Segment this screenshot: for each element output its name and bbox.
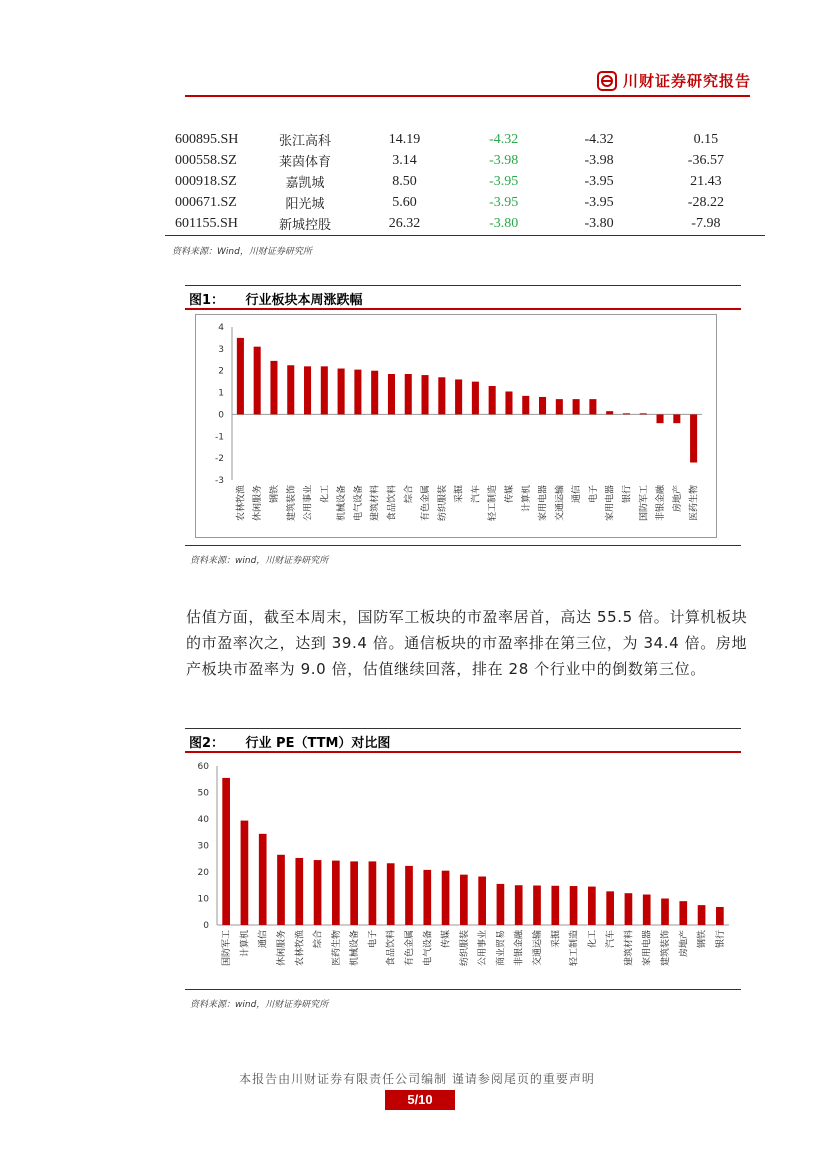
stock-code: 601155.SH <box>175 215 238 231</box>
x-tick-label: 公用事业 <box>303 485 314 522</box>
chart-bar <box>690 414 697 462</box>
figure2-source: 资料来源：wind，川财证券研究所 <box>190 1000 329 1010</box>
chart-bar <box>478 877 486 925</box>
chart-bar <box>321 366 328 414</box>
x-tick-label: 交通运输 <box>533 930 543 967</box>
stock-name: 嘉凯城 <box>285 176 325 191</box>
x-tick-label: 综合 <box>404 485 415 504</box>
stock-table <box>175 129 765 234</box>
x-tick-label: 化工 <box>587 930 598 949</box>
x-tick-label: 采掘 <box>454 485 465 504</box>
x-tick-label: 机械设备 <box>337 485 348 522</box>
stock-code: 000918.SZ <box>175 173 237 189</box>
chart-bar <box>287 365 294 414</box>
x-tick-label: 计算机 <box>240 930 251 958</box>
company-logo-icon <box>597 71 617 91</box>
chart-bar <box>679 901 687 925</box>
x-tick-label: 银行 <box>622 485 633 504</box>
chart-bar <box>570 886 578 925</box>
x-tick-label: 食品饮料 <box>386 930 397 967</box>
x-tick-label: 建筑装饰 <box>661 930 671 967</box>
y-tick-label: 2 <box>218 366 224 377</box>
stock-pe: -28.22 <box>687 194 724 210</box>
chart-bar <box>533 886 541 925</box>
table-row <box>175 171 765 192</box>
x-tick-label: 纺织服装 <box>459 930 470 967</box>
y-tick-label: 40 <box>197 815 209 825</box>
x-tick-label: 有色金属 <box>421 485 432 522</box>
chart-bar <box>387 863 395 925</box>
x-tick-label: 钢铁 <box>269 485 280 504</box>
x-tick-label: 有色金属 <box>405 930 415 967</box>
chart-bar <box>505 391 512 414</box>
x-tick-label: 农林牧渔 <box>295 930 306 967</box>
stock-change: -3.95 <box>584 194 614 210</box>
chart-bar <box>388 374 395 414</box>
chart-bar <box>369 861 377 925</box>
chart-bar <box>497 884 505 925</box>
x-tick-label: 电气设备 <box>353 485 364 522</box>
chart-bar <box>551 886 559 925</box>
x-tick-label: 商业贸易 <box>496 930 507 967</box>
chart-bar <box>354 370 361 415</box>
stock-price: 14.19 <box>388 131 421 147</box>
chart-bar <box>314 860 322 925</box>
figure1-title: 行业板块本周涨跌幅 <box>245 293 363 308</box>
y-tick-label: 4 <box>218 323 224 333</box>
chart-bar <box>623 413 630 414</box>
y-tick-label: 10 <box>197 894 209 905</box>
chart-bar <box>405 374 412 414</box>
stock-pe: 0.15 <box>693 131 719 147</box>
stock-name: 莱茵体育 <box>278 155 331 170</box>
x-tick-label: 通信 <box>572 485 583 504</box>
x-tick-label: 化工 <box>320 485 331 504</box>
brand-text: 川财证券研究报告 <box>622 72 751 90</box>
table-row <box>175 213 765 234</box>
chart-bar <box>222 778 230 925</box>
stock-change: -4.32 <box>584 131 614 147</box>
chart-bar <box>438 377 445 414</box>
x-tick-label: 轻工制造 <box>569 930 580 967</box>
chart-bar <box>277 855 285 925</box>
chart-bar <box>460 875 468 925</box>
stock-price: 26.32 <box>388 215 421 231</box>
chart-bar <box>270 361 277 415</box>
chart-bar <box>489 386 496 414</box>
stock-price: 5.60 <box>392 194 417 210</box>
chart-bar <box>589 399 596 414</box>
table-row <box>175 150 765 171</box>
chart-bar <box>640 413 647 414</box>
stock-code: 600895.SH <box>175 131 239 147</box>
y-tick-label: 0 <box>203 921 209 931</box>
chart-bar <box>338 369 345 415</box>
chart-bar <box>515 885 523 925</box>
chart-bar <box>423 870 431 925</box>
y-tick-label: 1 <box>218 388 224 399</box>
x-tick-label: 食品饮料 <box>387 485 398 522</box>
stock-pe: 21.43 <box>690 173 722 189</box>
chart-bar <box>455 379 462 414</box>
chart-bar <box>241 821 249 925</box>
chart-bar <box>556 399 563 414</box>
chart-bar <box>661 899 669 926</box>
figure2-bottom-rule <box>185 989 741 990</box>
y-tick-label: 50 <box>197 788 209 799</box>
y-tick-label: 0 <box>218 410 224 421</box>
table-row <box>175 129 765 150</box>
header-rule <box>185 95 750 97</box>
table-row <box>175 192 765 213</box>
chart-bar <box>716 907 724 925</box>
x-tick-label: 医药生物 <box>331 930 342 967</box>
chart-bar <box>332 861 340 925</box>
y-tick-label: -1 <box>215 432 224 443</box>
chart-bar <box>304 366 311 414</box>
x-tick-label: 纺织服装 <box>437 485 448 522</box>
x-tick-label: 电子 <box>588 485 599 504</box>
y-tick-label: -2 <box>215 454 224 465</box>
x-tick-label: 交通运输 <box>555 485 566 522</box>
x-tick-label: 家用电器 <box>538 485 549 522</box>
chart-bar <box>442 871 450 925</box>
x-tick-label: 传媒 <box>441 930 452 949</box>
stock-pe: -7.98 <box>691 215 721 231</box>
x-tick-label: 银行 <box>715 930 726 949</box>
x-tick-label: 计算机 <box>521 485 532 513</box>
chart-bar <box>573 399 580 414</box>
x-tick-label: 钢铁 <box>697 930 708 949</box>
chart-bar <box>539 397 546 414</box>
page-number: 5/10 <box>385 1090 455 1110</box>
chart-bar <box>606 411 613 414</box>
y-tick-label: 30 <box>197 841 209 852</box>
stock-price: 8.50 <box>392 173 417 189</box>
stock-change-pct: -4.32 <box>489 131 519 147</box>
x-tick-label: 非银金融 <box>514 930 525 967</box>
chart-bar <box>237 338 244 415</box>
x-tick-label: 传媒 <box>504 485 515 504</box>
chart-bar <box>657 414 664 423</box>
chart-bar <box>259 834 267 925</box>
chart-bar <box>606 891 614 925</box>
chart-bar <box>698 905 706 925</box>
chart-bar <box>405 866 413 925</box>
stock-change-pct: -3.95 <box>489 194 519 210</box>
table-source: 资料来源：Wind，川财证券研究所 <box>172 247 312 257</box>
figure1-label: 图1： <box>189 293 225 308</box>
chart-bar <box>588 887 596 925</box>
x-tick-label: 休闲服务 <box>277 930 287 967</box>
x-tick-label: 非银金融 <box>656 485 667 522</box>
y-tick-label: -3 <box>215 476 224 486</box>
x-tick-label: 汽车 <box>606 930 617 949</box>
figure2-chart <box>185 754 741 987</box>
figure2-title: 行业 PE（TTM）对比图 <box>245 736 391 751</box>
x-tick-label: 国防军工 <box>222 930 233 967</box>
x-tick-label: 采掘 <box>551 930 562 949</box>
report-brand <box>597 70 751 91</box>
x-tick-label: 机械设备 <box>350 930 361 967</box>
valuation-paragraph: 估值方面，截至本周末，国防军工板块的市盈率居首，高达 55.5 倍。计算机板块的市盈率次之，达到 39.4 倍。通信板块的市盈率排在第三位，为 34.4 倍。房地产板块市盈率为 9.0 倍，估值继续回落，排在 28 个行业中的倒数第三位。 <box>186 608 748 678</box>
stock-change-pct: -3.80 <box>489 215 519 231</box>
x-tick-label: 家用电器 <box>642 930 653 967</box>
stock-change: -3.95 <box>584 173 614 189</box>
y-tick-label: 60 <box>197 762 209 772</box>
x-tick-label: 公用事业 <box>478 930 489 967</box>
figure1-chart <box>196 315 716 537</box>
chart-bar <box>673 414 680 423</box>
chart-bar <box>254 347 261 415</box>
stock-pe: -36.57 <box>687 152 724 168</box>
y-tick-label: 20 <box>197 868 209 878</box>
x-tick-label: 电子 <box>368 930 379 949</box>
x-tick-label: 医药生物 <box>689 485 700 522</box>
stock-code: 000558.SZ <box>175 152 237 168</box>
y-tick-label: 3 <box>218 344 224 355</box>
chart-bar <box>625 893 633 925</box>
x-tick-label: 汽车 <box>471 485 482 504</box>
stock-change: -3.80 <box>584 215 614 231</box>
stock-change-pct: -3.95 <box>489 173 519 189</box>
stock-price: 3.14 <box>392 152 417 168</box>
x-tick-label: 轻工制造 <box>488 485 499 522</box>
x-tick-label: 建筑装饰 <box>286 485 297 522</box>
stock-change-pct: -3.98 <box>489 152 519 168</box>
figure2-title-bar <box>185 728 741 753</box>
chart-bar <box>422 375 429 414</box>
figure1-title-bar <box>185 285 741 310</box>
stock-change: -3.98 <box>584 152 614 168</box>
x-tick-label: 建筑材料 <box>624 930 635 967</box>
chart-bar <box>295 858 303 925</box>
chart-bar <box>371 371 378 415</box>
chart-bar <box>522 396 529 415</box>
figure2-chart-frame <box>185 754 741 987</box>
figure2-label: 图2： <box>189 736 225 751</box>
x-tick-label: 家用电器 <box>605 485 616 522</box>
chart-bar <box>643 895 651 925</box>
x-tick-label: 休闲服务 <box>253 485 264 522</box>
x-tick-label: 综合 <box>313 930 324 949</box>
x-tick-label: 农林牧渔 <box>236 485 247 522</box>
stock-name: 阳光城 <box>285 197 325 212</box>
x-tick-label: 电气设备 <box>423 930 434 967</box>
x-tick-label: 房地产 <box>672 485 683 513</box>
figure1-source: 资料来源：wind，川财证券研究所 <box>190 556 329 566</box>
figure1-chart-frame <box>195 314 717 538</box>
chart-bar <box>350 861 358 925</box>
stock-name: 张江高科 <box>278 134 331 149</box>
chart-bar <box>472 382 479 415</box>
stock-code: 000671.SZ <box>175 194 237 210</box>
table-bottom-rule <box>165 235 765 236</box>
x-tick-label: 房地产 <box>679 930 690 958</box>
stock-name: 新城控股 <box>278 218 331 233</box>
x-tick-label: 通信 <box>258 930 269 949</box>
footer-disclaimer: 本报告由川财证券有限责任公司编制 谨请参阅尾页的重要声明 <box>239 1072 595 1086</box>
figure1-bottom-rule <box>185 545 741 546</box>
x-tick-label: 建筑材料 <box>370 485 381 522</box>
x-tick-label: 国防军工 <box>639 485 650 522</box>
